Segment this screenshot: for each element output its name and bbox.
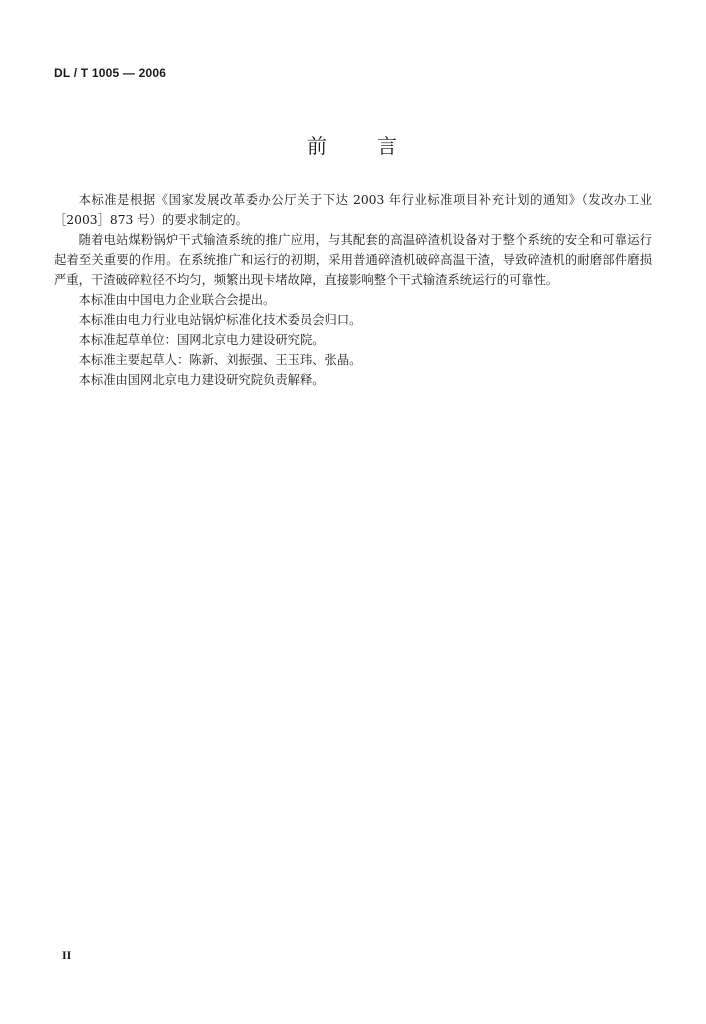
standard-code: DL / T 1005 — 2006 [54,66,167,80]
title-char-2: 言 [377,134,399,158]
paragraph-basis: 本标准是根据《国家发展改革委办公厅关于下达 2003 年行业标准项目补充计划的通知》（发改办工业［2003］873 号）的要求制定的。 [54,193,652,227]
paragraph-background: 随着电站煤粉锅炉干式输渣系统的推广应用，与其配套的高温碎渣机设备对于整个系统的安全和可靠运行起着至关重要的作用。在系统推广和运行的初期，采用普通碎渣机破碎高温干渣，导致碎渣机的耐磨部件磨损严重，干渣破碎粒径不均匀，频繁出现卡堵故障，直接影响整个干式输渣系统运行的可靠性。 [54,233,652,287]
paragraph-drafters: 本标准主要起草人：陈新、刘振强、王玉玮、张晶。 [78,353,362,367]
paragraph-administrator: 本标准由电力行业电站锅炉标准化技术委员会归口。 [78,313,362,327]
paragraph-interpretation: 本标准由国网北京电力建设研究院负责解释。 [78,373,325,387]
page-title [0,130,706,159]
paragraph-proposer: 本标准由中国电力企业联合会提出。 [78,293,276,307]
preface-body [54,190,652,390]
paragraph-drafting-unit: 本标准起草单位：国网北京电力建设研究院。 [78,333,325,347]
page-number: II [62,948,72,962]
title-char-1: 前 [307,134,329,158]
